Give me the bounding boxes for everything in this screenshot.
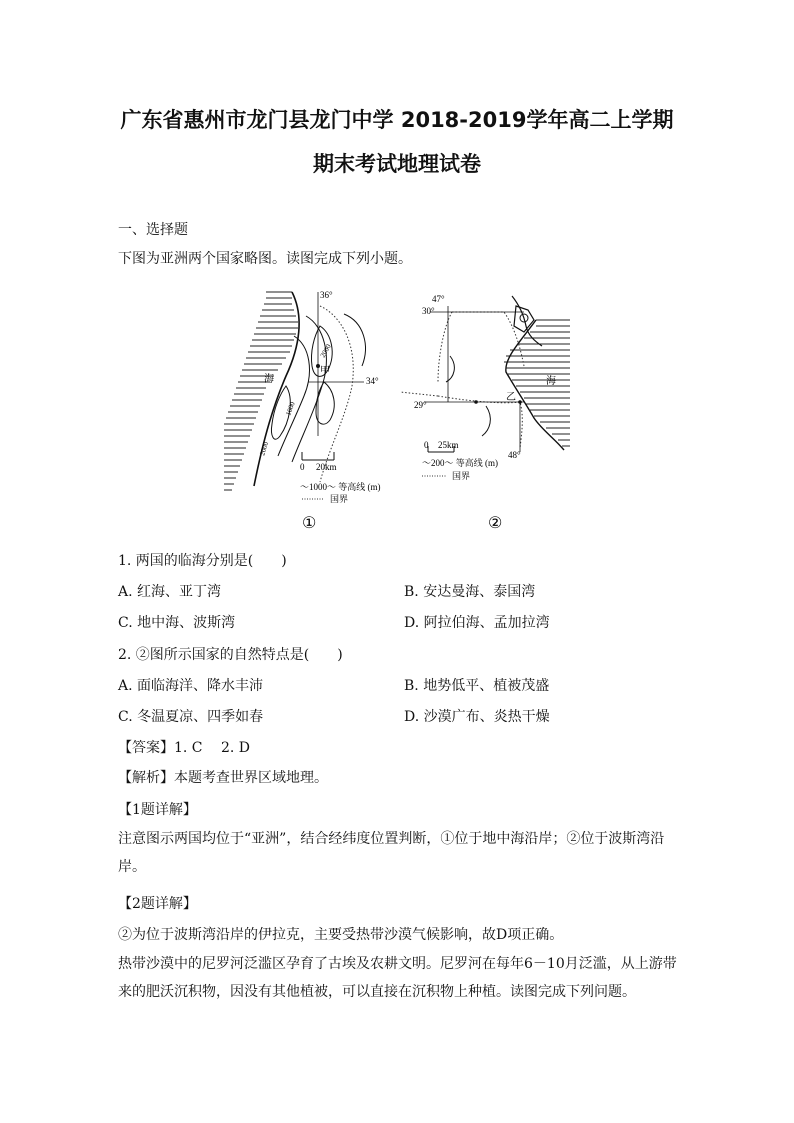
map2-scale: 25km bbox=[438, 440, 459, 450]
detail2-heading: 【2题详解】 bbox=[118, 896, 197, 912]
map1-legend-contour: 〜1000〜 等高线 (m) bbox=[300, 482, 381, 492]
intro-text: 下图为亚洲两个国家略图。读图完成下列小题。 bbox=[118, 251, 412, 267]
q1-option-d: D. 阿拉伯海、孟加拉湾 bbox=[404, 615, 550, 631]
q2-option-d: D. 沙漠广布、炎热干燥 bbox=[404, 709, 550, 725]
map1-scale: 20km bbox=[316, 462, 337, 472]
map2-lat-mid: 29° bbox=[414, 400, 427, 410]
analysis-line: 【解析】本题考查世界区域地理。 bbox=[118, 770, 328, 786]
map1-lat-right: 34° bbox=[366, 376, 379, 386]
map2-legend-border: 国界 bbox=[452, 471, 471, 481]
nile-passage: 热带沙漠中的尼罗河泛滥区孕育了古埃及农耕文明。尼罗河在每年6－10月泛滥，从上游带来的肥沃沉积物，因没有其他植被，可以直接在沉积物上种植。读图完成下列问题。 bbox=[118, 956, 677, 1000]
map2-legend-contour: 〜200〜 等高线 (m) bbox=[422, 458, 498, 468]
q1-option-c: C. 地中海、波斯湾 bbox=[118, 615, 236, 631]
detail1-text: 注意图示两国均位于“亚洲”，结合经纬度位置判断，①位于地中海沿岸；②位于波斯湾沿岸。 bbox=[118, 831, 665, 875]
answer-line: 【答案】1. C 2. D bbox=[118, 740, 251, 756]
map2-lon-top: 47° bbox=[432, 294, 445, 304]
map1-legend-border: 国界 bbox=[330, 494, 349, 504]
map1-lat-top: 36° bbox=[320, 290, 333, 300]
map1-sea-label: 海 bbox=[264, 374, 274, 385]
map1-scale-zero: 0 bbox=[300, 462, 305, 472]
q2-stem: 2. ②图所示国家的自然特点是( ) bbox=[118, 647, 343, 663]
q2-option-b: B. 地势低平、植被茂盛 bbox=[404, 678, 550, 694]
q1-option-b: B. 安达曼海、泰国湾 bbox=[404, 584, 536, 600]
map2-lat-top: 30° bbox=[422, 306, 435, 316]
maps-figure bbox=[224, 286, 570, 536]
section-heading: 一、选择题 bbox=[118, 222, 188, 238]
title-line-1: 广东省惠州市龙门县龙门中学 2018-2019学年高二上学期 bbox=[120, 108, 674, 132]
title-line-2: 期末考试地理试卷 bbox=[313, 152, 481, 176]
detail1-heading: 【1题详解】 bbox=[118, 802, 197, 818]
map1-jia-label: 甲 bbox=[320, 366, 330, 377]
q2-option-a: A. 面临海洋、降水丰沛 bbox=[118, 678, 264, 694]
map-2 bbox=[400, 294, 570, 532]
map2-number: ② bbox=[488, 515, 503, 532]
map2-lon-bottom: 48° bbox=[508, 450, 521, 460]
map1-contour-label-c: 2000 bbox=[258, 440, 271, 457]
map2-scale-zero: 0 bbox=[424, 440, 429, 450]
q1-option-a: A. 红海、亚丁湾 bbox=[118, 584, 222, 600]
map1-number: ① bbox=[302, 515, 317, 532]
q1-stem: 1. 两国的临海分别是( ) bbox=[118, 553, 287, 569]
q2-option-c: C. 冬温夏凉、四季如春 bbox=[118, 709, 264, 725]
map2-yi-label: 乙 bbox=[506, 392, 516, 403]
map2-sea-label: 海 bbox=[546, 376, 556, 387]
map1-contour-label-b: 2000 bbox=[318, 342, 333, 359]
map-1 bbox=[224, 290, 381, 532]
map1-contour-label-a: 1000 bbox=[284, 400, 297, 417]
detail2-text: ②为位于波斯湾沿岸的伊拉克，主要受热带沙漠气候影响，故D项正确。 bbox=[118, 927, 564, 943]
